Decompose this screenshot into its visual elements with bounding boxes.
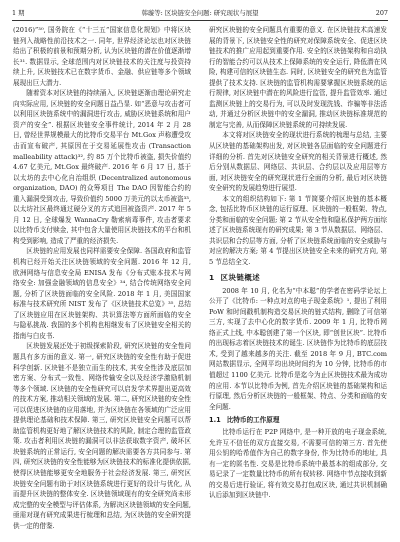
body-paragraph: 比特币运行在 P2P 网络中, 是一种开放的电子现金系统, 允许互不信任的双方直接交易, 不需要可信的第三方. 首先使用公钥的哈希值作为自己的数字身份, 作为比特币的地址, 具有一定的匿名性. 交易是比特币系统中最基本的组成部分, 交易记录了一定数量比特币的所有权转移. 网络中节点接收到新的交易后进行验证, 将有效交易打包成区块, 通过共识机制确认后添加到区块链中.: [209, 428, 387, 500]
subsection-number: 1.1: [209, 416, 221, 425]
body-paragraph: 本文将对区块链安全的现状进行系统的梳理与总结, 主要从区块链的基础架构出发, 对区块链各层面临的安全问题进行详细的分析. 首先对区块链安全研究的相关背景进行概述, 然后分别从数据层、网络层、共识层、合约层以及应用层等方面, 对区块链安全的研究现状进行全面的分析, 最后对区块链安全研究的发展趋势进行展望.: [209, 131, 387, 193]
body-paragraph: 随着资本对区块链的持续涌入, 区块链逐渐由理论研究走向实际应用, 区块链的安全问题日益凸显. 如“恶意与攻击者可以利用区块链系统中的漏洞进行攻击, 威胁区块链系统和用户资产的安全”. 根据区块链安全事件统计, 2014 年 2 月 28 日, 曾经世界规模最大的比特币交易平台 Mt.Gox 声称遭受攻击而宣布破产, 其原因在于交易延展性攻击 (Transaction malleability attack)³², 约 85 万个比特币被盗, 损失价值约 4.67 亿美元, Mt.Gox 最终破产. 2016 年 6 月 17 日, 基于以太坊的去中心化自治组织 (Decentralized autonomous organization, DAO) 的众筹项目 The DAO 因智能合约的重入漏洞受到攻击, 导致价值约 5000 万美元的以太币被盗³³, 以太坊社区最终通过硬分叉的方式追回被盗资产. 2017 年 5 月 12 日, 全球爆发 WannaCry 勒索病毒事件, 攻击者要求以比特币支付赎金, 其中包含大量使用区块链技术的平台和机构受到影响, 造成了严重的经济损失.: [13, 89, 191, 245]
section-heading: [209, 271, 387, 284]
left-column: [13, 25, 191, 531]
header-divider: [12, 20, 388, 21]
page-number: 207: [375, 9, 388, 17]
structure-paragraph: 本文的组织结构如下: 第 1 节简要介绍区块链的基本概念, 包括比特币区块链的运行原理、区块链的一般框架、特点, 分类和面临的安全问题; 第 2 节从安全性和隐私保护两方面综述了区块链系统现有的研究成果; 第 3 节从数据层、网络层、共识层和合约层等方面, 分析了区块链系统面临的安全威胁与对应的解决方案; 第 4 节提出区块链安全未来的研究方向, 第 5 节总结全文.: [209, 194, 387, 267]
body-paragraph: 区块链的应用发展也同样需要安全保障. 各国政府和监管机构已经开始关注区块链领域的安全问题. 2016 年 12 月, 欧洲网络与信息安全局 ENISA 发布《分布式账本技术与网络安全: 加强金融领域的信息安全》³⁴, 结合传统网络安全问题, 分析了区块链面临的安全风险. 2018 年 1 月, 美国国家标准与技术研究所 NIST 发布了《区块链技术总览》³⁵, 总结了区块链应用在区块链架构、共识算法等方面所面临的安全与隐私挑战. 我国的多个机构也相继发布了区块链安全相关的指南与白皮书.: [13, 247, 191, 340]
running-title: 韩璇等: 区块链安全问题: 研究现状与展望: [141, 9, 259, 17]
section-number: 1: [209, 272, 215, 282]
section-title: 区块链概述: [220, 272, 261, 282]
body-paragraph: (2016)”³⁰, 国务院在《“十三五”国家信息化规划》中将区块链列入战略性前沿技术之一. 同年, 世界经济论坛也对区块链给出了积极的前景和预期分析, 认为区块链的潜在价值逐渐增长³¹. 数据显示, 全球范围内对区块链技术的关注度与投资持续上升, 区块链技术已在数字货币、金融、供应链等多个领域展现出巨大潜力.: [13, 26, 191, 87]
body-paragraph: 研究区块链的安全问题具有重要的意义. 在区块链技术高速发展的背景下, 区块链安全性的研究对保障系统安全、促进区块链技术的推广应用起到重要作用. 安全的区块链架构和自动执行的智能合约可以从技术上保障系统的安全运行, 降低潜在风险, 构建可信的区块链生态. 同时, 区块链安全的研究也为监管提供了技术支持. 区块链的监管机构需要掌握区块链系统的运行规律, 对区块链中潜在的风险进行监管, 提升监管效率. 通过监测区块链上的交易行为, 可以及时发现洗钱、诈骗等非法活动, 并通过分析区块链中的安全漏洞, 推动区块链标准规范的制定与完善, 从而保障区块链系统的可持续发展.: [209, 26, 387, 129]
issue-label: 1 期: [12, 9, 25, 17]
body-paragraph: 区块链发展还处于初级探索阶段, 研究区块链的安全性问题具有多方面的意义. 第一, 研究区块链的安全性有助于促进科学创新. 区块链不是独立而生的技术, 其安全性涉及底层加密方案、分布式一致性、网络传输安全以及经济学激励机制等多个领域. 区块链的安全性研究可以启发学术界提出更高效的技术方案, 推动相关领域的发展. 第二, 研究区块链的安全性可以促进区块链的应用落地, 并为区块链在各领域的广泛应用提供理论基础和技术保障. 第三, 研究区块链安全问题可以帮助监管机构更好地了解区块链技术的风险, 制定合理的监管政策. 攻击者利用区块链的漏洞可以非法获取数字资产, 破坏区块链系统的正常运行, 安全问题的解决需要各方共同参与. 第四, 研究区块链的安全性能够为区块链技术的标准化提供依据, 使得区块链能够更安全地服务于社会经济发展. 第三, 研究区块链安全问题有助于对区块链系统进行更好的设计与优化, 从而提升区块链的整体安全. 区块链领域现有的安全研究尚未形成完整的安全模型与评估体系, 为解决区块链领域的安全问题, 亟需对现有研究成果进行梳理和总结, 为区块链的安全研究提供一定的借鉴.: [13, 342, 191, 530]
right-column: [209, 25, 387, 501]
running-header: [12, 7, 388, 19]
subsection-title: 比特币的工作原理: [226, 416, 280, 425]
body-paragraph: 2008 年 10 月, 化名为“中本聪”的学者在密码学论坛上公开了《比特币: 一种点对点的电子现金系统》¹, 提出了利用 PoW 和时间戳机制构造交易区块的链式结构, 删除了可信第三方, 实现了去中心化的数字货币. 2009 年 1 月, 比特币网络正式上线, 中本聪创建了第一个区块, 即“创世区块”. 比特币的出现标志着区块链技术的诞生. 区块链作为比特币的底层技术, 受到了越来越多的关注. 截至 2018 年 9 月, BTC.com 网站数据显示, 全网平均出块时间约为 10 分钟, 比特币的市值超过 1100 亿美元. 比特币是迄今为止区块链技术最为成功的应用. 本节以比特币为例, 首先介绍区块链的基础架构和运行原理, 然后分析区块链的一般框架、特点、分类和面临的安全问题.: [209, 286, 387, 411]
subsection-heading: [209, 414, 387, 426]
